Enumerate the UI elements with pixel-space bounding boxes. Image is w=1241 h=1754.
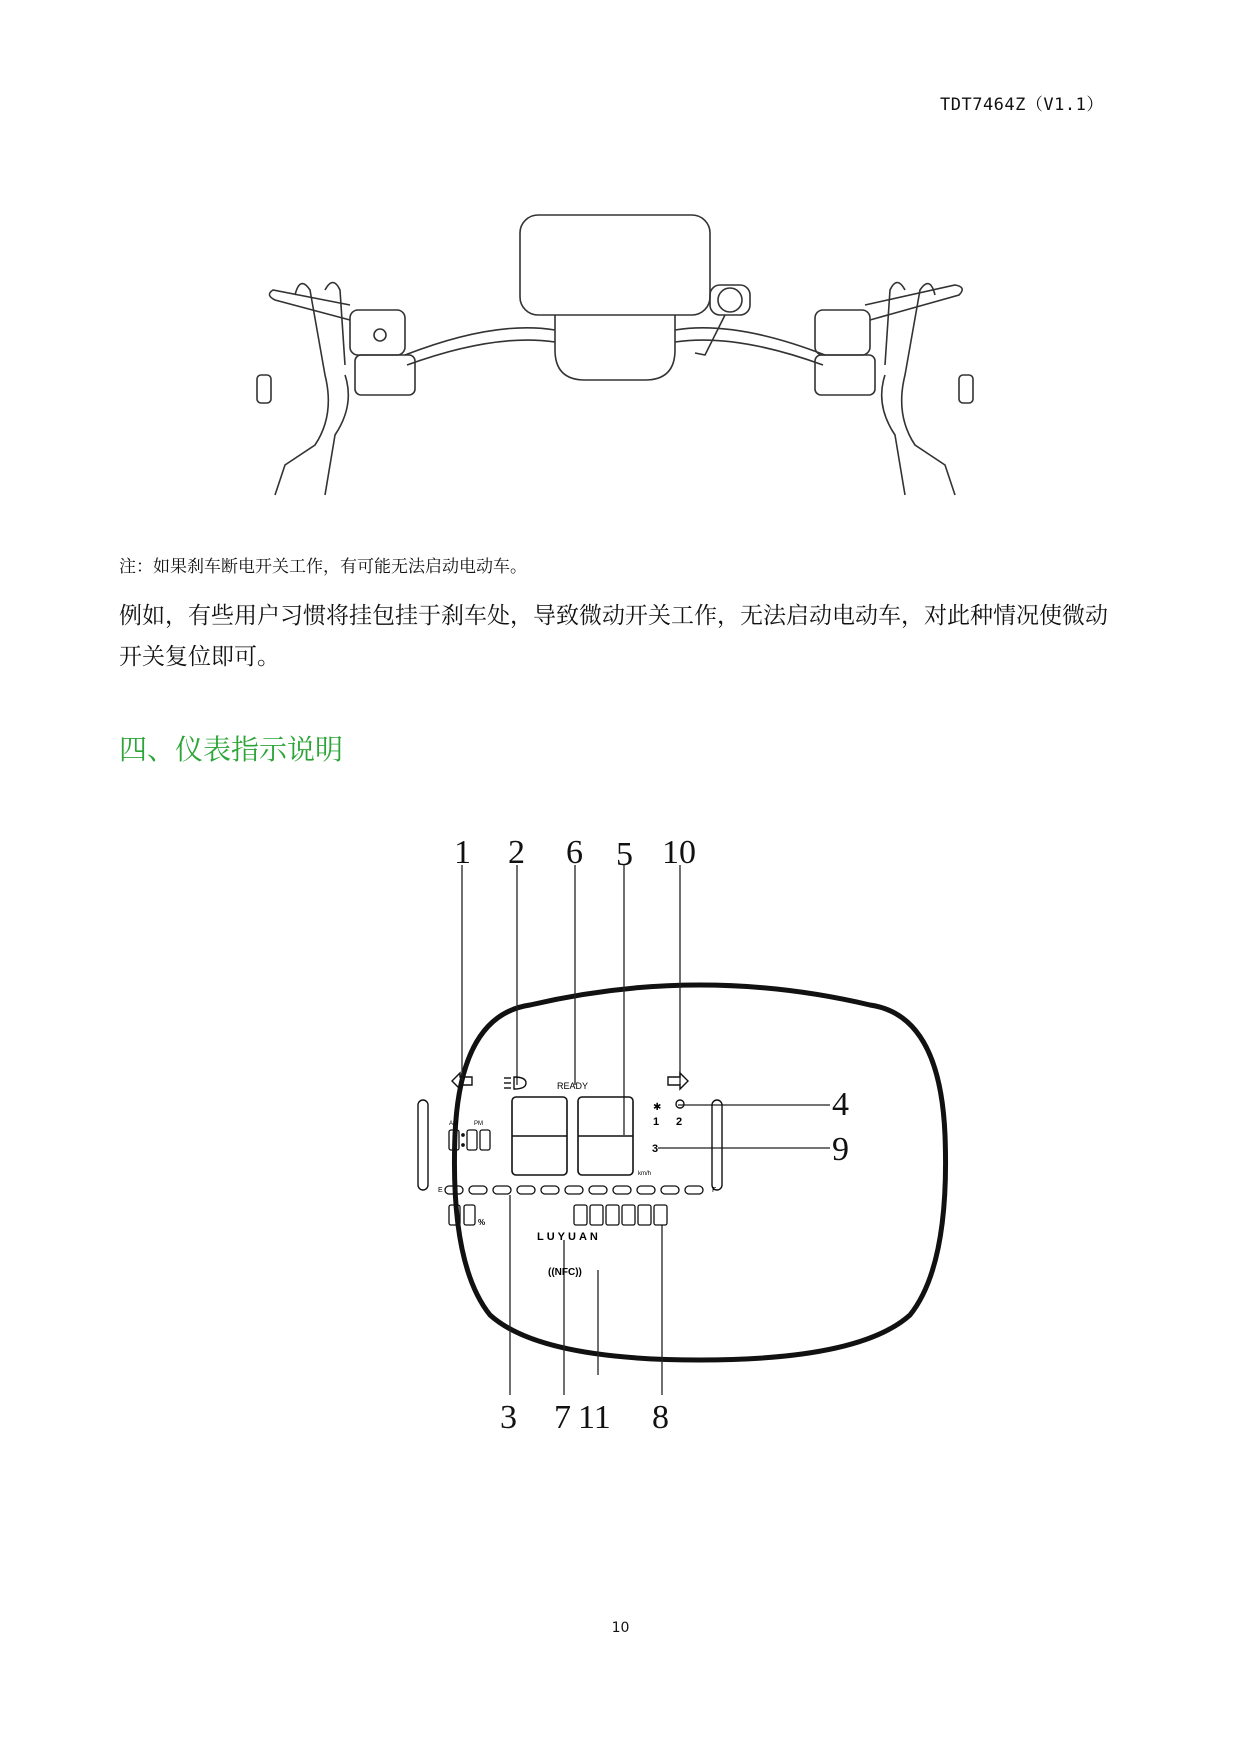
gear-3-label: 3	[652, 1143, 659, 1155]
meter-outline	[454, 985, 945, 1360]
battery-segments	[445, 1186, 703, 1194]
battery-percent-digits	[449, 1205, 475, 1225]
callout-2: 2	[508, 834, 525, 871]
callout-9: 9	[832, 1131, 849, 1168]
section-title: 四、仪表指示说明	[119, 733, 344, 766]
gear-1-label: 1	[653, 1116, 660, 1128]
callout-4: 4	[832, 1086, 849, 1123]
pm-label: PM	[474, 1121, 483, 1127]
brake-switch-note: 注：如果刹车断电开关工作，有可能无法启动电动车。	[119, 557, 527, 577]
meter-indicator-diagram	[440, 835, 960, 1475]
callout-3: 3	[500, 1399, 517, 1436]
headlight-icon	[504, 1077, 526, 1089]
callout-10: 10	[662, 834, 696, 871]
reset-instruction-paragraph: 例如，有些用户习惯将挂包挂于刹车处，导致微动开关工作，无法启动电动车，对此种情况使微动开关复位即可。	[119, 603, 1108, 670]
callout-5: 5	[616, 836, 633, 873]
bluetooth-icon: ✱	[653, 1102, 662, 1113]
gear-2-label: 2	[676, 1116, 683, 1128]
handlebar-illustration	[255, 205, 975, 495]
battery-full-label: F	[712, 1187, 717, 1194]
callout-11: 11	[578, 1399, 611, 1436]
odometer-digits	[574, 1205, 667, 1225]
callout-6: 6	[566, 834, 583, 871]
right-side-bar	[712, 1100, 722, 1190]
speed-unit: km/h	[638, 1171, 652, 1177]
nfc-label: ((NFC))	[548, 1267, 582, 1278]
callout-7: 7	[554, 1399, 571, 1436]
power-mode-icon	[676, 1100, 684, 1108]
callout-1: 1	[454, 834, 471, 871]
document-id: TDT7464Z（V1.1）	[940, 95, 1104, 115]
page-number: 10	[611, 1620, 630, 1636]
ready-indicator: READY	[557, 1081, 589, 1091]
left-side-bar	[418, 1100, 428, 1190]
right-turn-icon	[668, 1073, 688, 1089]
am-label: AM	[449, 1121, 458, 1127]
percent-sign: %	[478, 1218, 486, 1227]
battery-empty-label: E	[438, 1187, 443, 1194]
callout-8: 8	[652, 1399, 669, 1436]
brand-label: LUYUAN	[537, 1231, 601, 1243]
speed-digits	[512, 1097, 633, 1175]
